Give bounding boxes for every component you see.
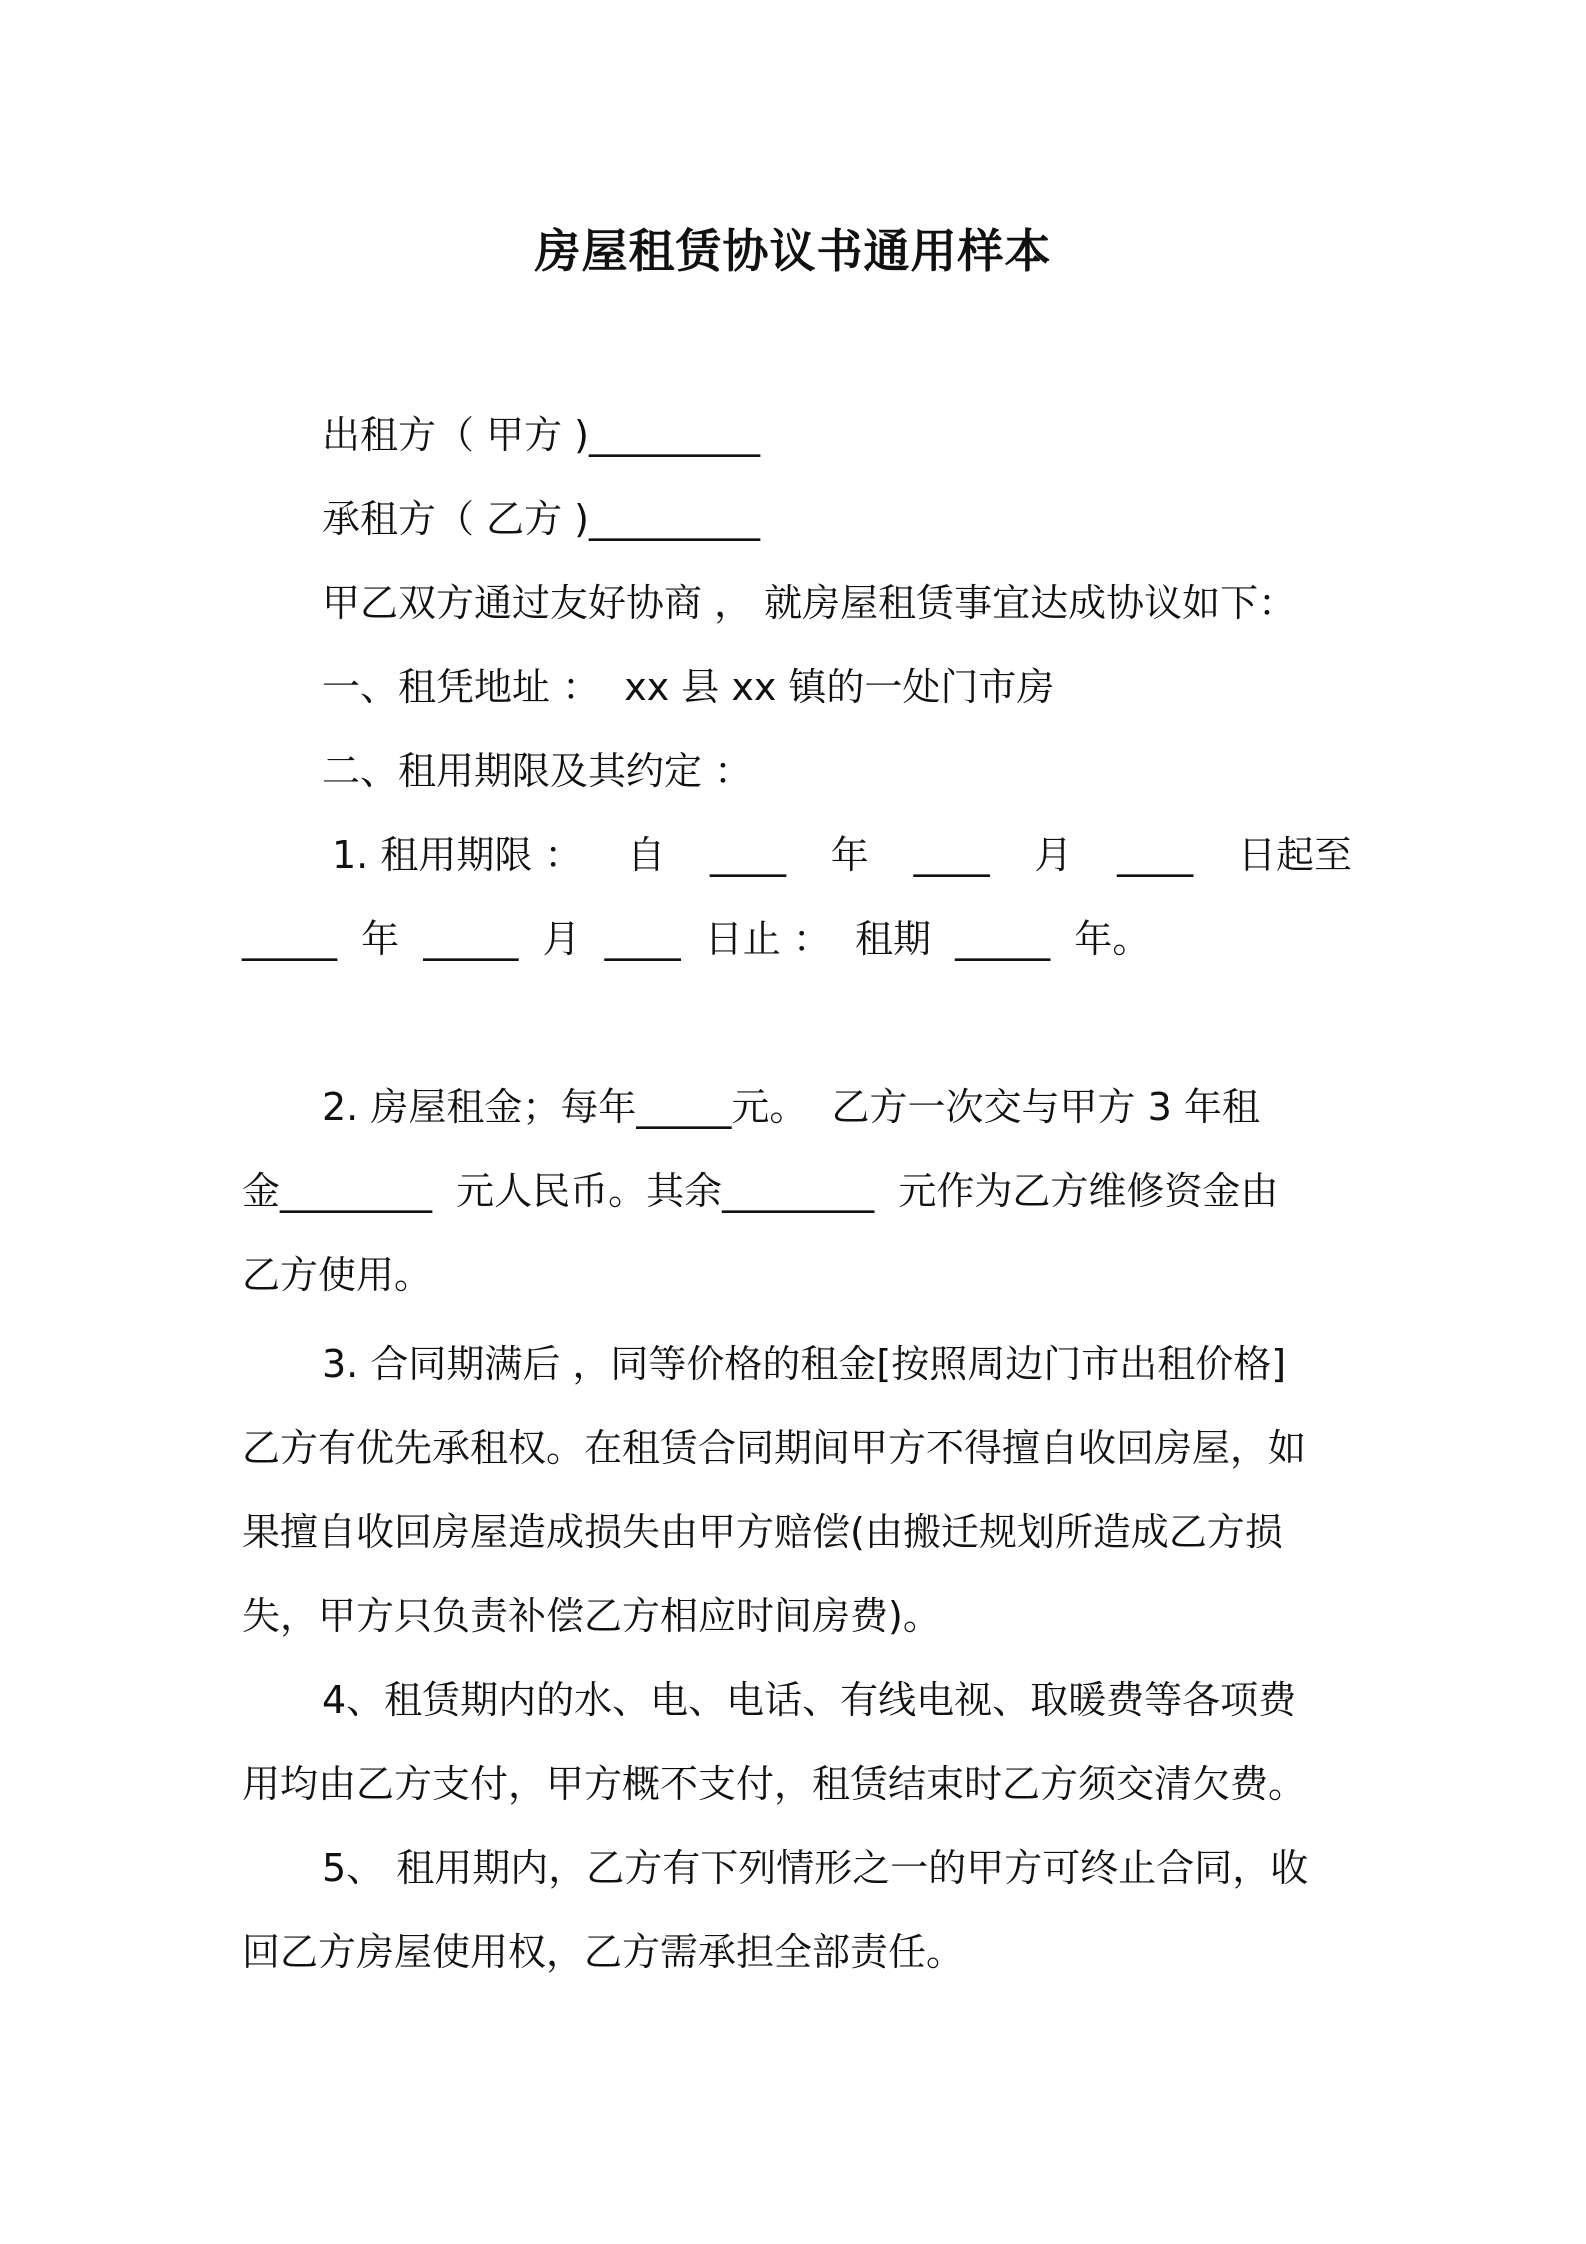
blank: ____: [913, 833, 990, 877]
rent-line-3: 乙方使用。: [242, 1253, 433, 1297]
day-until-label: 日起至: [1237, 833, 1352, 877]
month-label: 月: [1034, 833, 1073, 877]
year-label: 年: [830, 833, 869, 877]
blank: ____: [1117, 833, 1194, 877]
renewal-line-3: 果擅自收回房屋造成损失由甲方赔偿(由搬迁规划所造成乙方损: [242, 1510, 1283, 1554]
term-label: 1. 租用期限 ：: [332, 833, 583, 877]
termination-line-1: 5、 租用期内，乙方有下列情形之一的甲方可终止合同，收: [322, 1846, 1309, 1890]
document-title: 房屋租赁协议书通用样本: [534, 224, 1052, 278]
blank: ____: [710, 833, 786, 877]
section-1-address: 一、租凭地址 ： xx 县 xx 镇的一处门市房: [322, 665, 1055, 709]
fees-line-1: 4、租赁期内的水、电、电话、有线电视、取暖费等各项费: [322, 1678, 1297, 1722]
lessor-line: 出租方（ 甲方 )_________: [322, 413, 760, 457]
lessee-line: 承租方（ 乙方 )_________: [322, 497, 760, 541]
renewal-line-1: 3. 合同期满后 ，同等价格的租金[按照周边门市出租价格]: [322, 1342, 1287, 1386]
renewal-line-2: 乙方有优先承租权。在租赁合同期间甲方不得擅自收回房屋，如: [242, 1426, 1307, 1470]
term-line-2: _____ 年 _____ 月 ____ 日止 ： 租期 _____ 年。: [242, 917, 1151, 961]
term-from: 自: [627, 833, 666, 877]
rent-line-2: 金________ 元人民币。其余________ 元作为乙方维修资金由: [242, 1169, 1279, 1213]
term-line-1: [332, 831, 1352, 879]
termination-line-2: 回乙方房屋使用权，乙方需承担全部责任。: [242, 1930, 965, 1974]
section-2-heading: 二、租用期限及其约定 ：: [322, 749, 753, 793]
renewal-line-4: 失，甲方只负责补偿乙方相应时间房费)。: [242, 1594, 941, 1638]
fees-line-2: 用均由乙方支付，甲方概不支付，租赁结束时乙方须交清欠费。: [242, 1762, 1307, 1806]
rent-line-1: 2. 房屋租金；每年_____元。 乙方一次交与甲方 3 年租: [322, 1085, 1260, 1129]
preamble-line: 甲乙双方通过友好协商 ， 就房屋租赁事宜达成协议如下：: [322, 581, 1297, 625]
